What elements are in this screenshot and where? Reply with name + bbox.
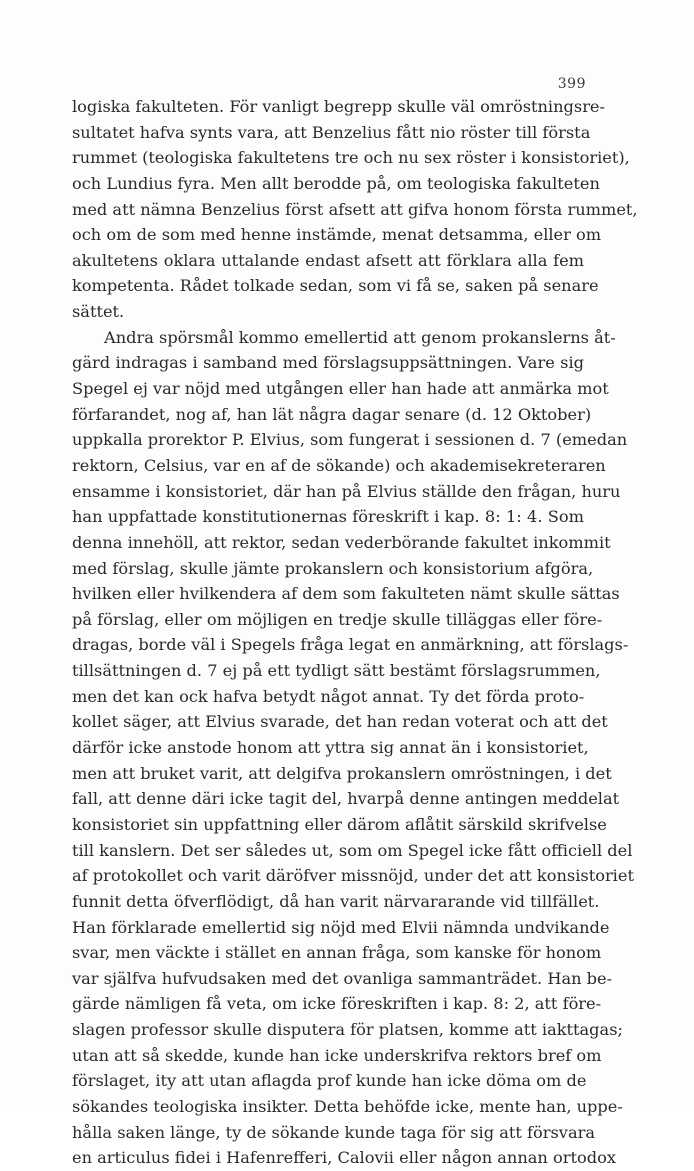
text-line: sättet. [72, 302, 125, 322]
text-line: fall, att denne däri icke tagit del, hvarpå denne antingen meddelat [72, 789, 620, 809]
text-line: dragas, borde väl i Spegels fråga legat en anmärkning, att förslags- [72, 635, 629, 655]
text-line: han uppfattade konstitutionernas föreskrift i kap. 8: 1: 4. Som [72, 507, 584, 527]
text-line: Andra spörsmål kommo emellertid att genom prokanslerns åt- [104, 327, 616, 347]
text-line: denna innehöll, att rektor, sedan vederbörande fakultet inkommit [72, 532, 611, 552]
text-line: på förslag, eller om möjligen en tredje skulle tilläggas eller före- [72, 609, 603, 629]
text-line: sultatet hafva synts vara, att Benzelius fått nio röster till första [72, 122, 591, 142]
text-line: konsistoriet sin uppfattning eller därom aflåtit särskild skrifvelse [72, 814, 607, 834]
text-line: men det kan ock hafva betydt något annat. Ty det förda proto- [72, 686, 585, 706]
text-line: slagen professor skulle disputera för platsen, komme att iakttagas; [72, 1020, 623, 1040]
text-line: förfarandet, nog af, han lät några dagar senare (d. 12 Oktober) [72, 404, 592, 424]
text-line: rektorn, Celsius, var en af de sökande) och akademisekreteraren [72, 455, 606, 475]
text-line: därför icke anstode honom att yttra sig annat än i konsistoriet, [72, 738, 589, 758]
text-line: hålla saken länge, ty de sökande kunde taga för sig att försvara [72, 1122, 595, 1142]
page-number: 399 [557, 76, 586, 92]
text-line: med att nämna Benzelius först afsett att gifva honom första rummet, [72, 199, 638, 219]
text-line: var själfva hufvudsaken med det ovanliga sammanträdet. Han be- [72, 968, 613, 988]
text-line: och om de som med henne instämde, menat detsamma, eller om [72, 225, 602, 245]
text-line: med förslag, skulle jämte prokanslern och konsistorium afgöra, [72, 558, 594, 578]
text-line: gärde nämligen få veta, om icke föreskriften i kap. 8: 2, att före- [72, 994, 602, 1014]
text-line: förslaget, ity att utan aflagda prof kunde han icke döma om de [72, 1071, 587, 1091]
text-line: gärd indragas i samband med förslagsuppsättningen. Vare sig [72, 353, 584, 373]
text-line: kollet säger, att Elvius svarade, det han redan voterat och att det [72, 712, 608, 732]
body-text [72, 94, 638, 1171]
text-line: rummet (teologiska fakultetens tre och nu sex röster i konsistoriet), [72, 148, 630, 168]
text-line: en articulus fidei i Hafenrefferi, Calovii eller någon annan ortodox [72, 1148, 616, 1168]
text-line: svar, men väckte i stället en annan fråga, som kanske för honom [72, 943, 602, 963]
text-line: tillsättningen d. 7 ej på ett tydligt sätt bestämt förslagsrummen, [72, 661, 601, 681]
text-line: till kanslern. Det ser således ut, som om Spegel icke fått officiell del [72, 840, 633, 860]
text-line: af protokollet och varit däröfver missnöjd, under det att konsistoriet [72, 866, 634, 886]
text-line: ensamme i konsistoriet, där han på Elvius ställde den frågan, huru [72, 481, 621, 501]
text-line: hvilken eller hvilkendera af dem som fakulteten nämt skulle sättas [72, 584, 620, 604]
text-line: sökandes teologiska insikter. Detta behöfde icke, mente han, uppe- [72, 1096, 623, 1116]
text-line: logiska fakulteten. För vanligt begrepp skulle väl omröstningsre- [72, 97, 605, 116]
text-line: utan att så skedde, kunde han icke underskrifva rektors bref om [72, 1045, 602, 1065]
text-line: Han förklarade emellertid sig nöjd med Elvii nämnda undvikande [72, 917, 610, 937]
text-line: uppkalla prorektor P. Elvius, som fungerat i sessionen d. 7 (emedan [72, 430, 628, 450]
text-line: och Lundius fyra. Men allt berodde på, om teologiska fakulteten [72, 173, 600, 193]
text-line: Spegel ej var nöjd med utgången eller han hade att anmärka mot [72, 379, 609, 399]
text-line: funnit detta öfverflödigt, då han varit närvararande vid tillfället. [72, 891, 600, 911]
text-line: kompetenta. Rådet tolkade sedan, som vi få se, saken på senare [72, 276, 599, 296]
text-line: akultetens oklara uttalande endast afsett att förklara alla fem [72, 250, 584, 270]
text-line: men att bruket varit, att delgifva prokanslern omröstningen, i det [72, 763, 612, 783]
